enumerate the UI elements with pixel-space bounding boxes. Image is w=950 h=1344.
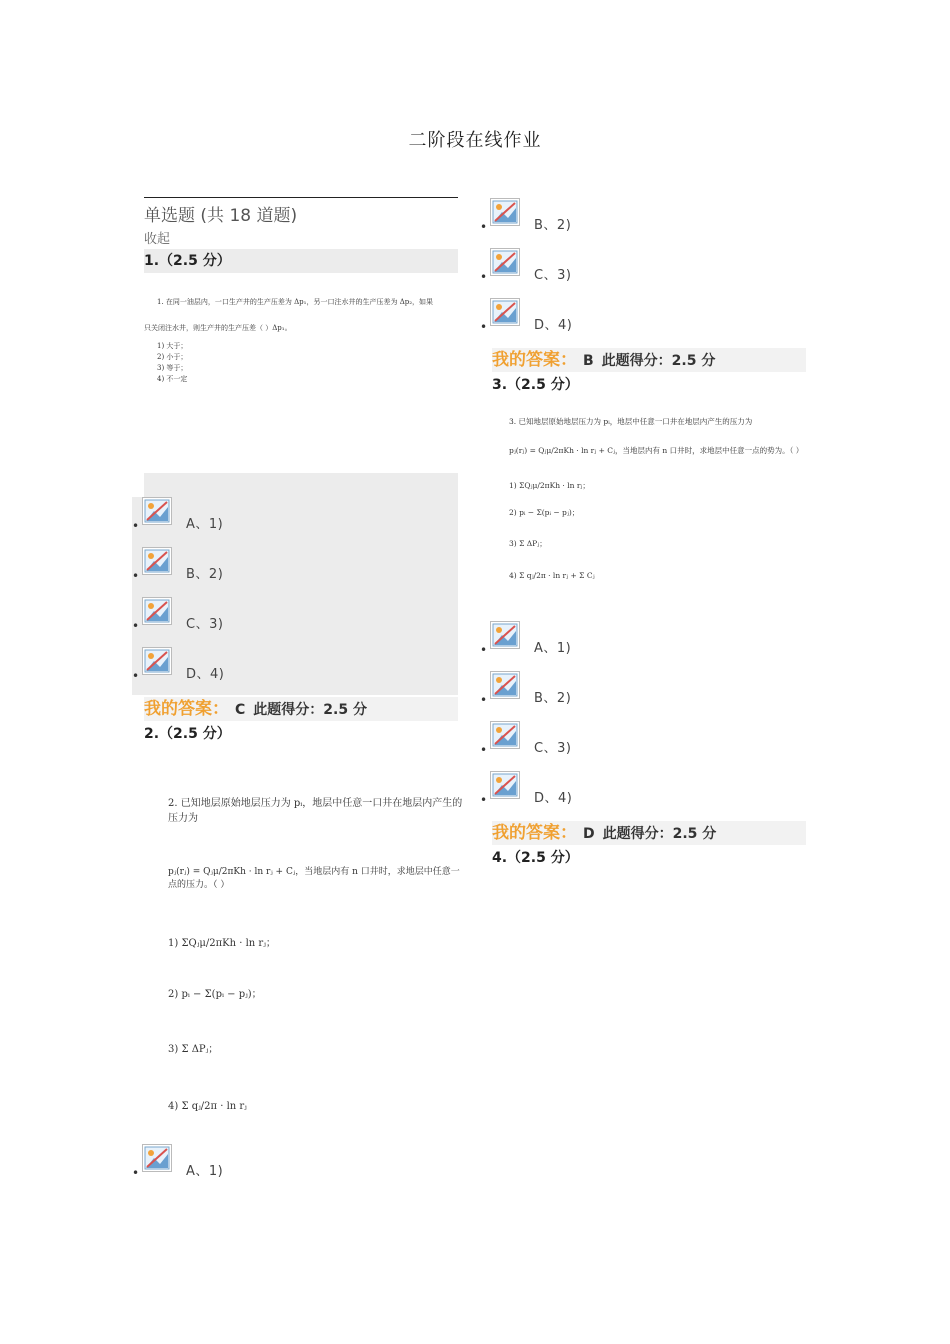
- question-1-option-d[interactable]: [132, 647, 458, 695]
- image-placeholder-icon: [490, 198, 520, 226]
- score-prefix: 此题得分：: [253, 702, 324, 718]
- question-2-choice: 2) pᵢ − Σ(pᵢ − pⱼ)；: [168, 989, 262, 1000]
- question-1-stem: [144, 297, 457, 385]
- question-1-choice: 3) 等于；: [157, 364, 188, 372]
- question-3-number: 3.（2.5 分）: [492, 377, 579, 393]
- question-2-stem-line2: pⱼ(rⱼ) = Qⱼμ/2πKh · ln rⱼ + Cⱼ，当地层内有 n 口井时，求地层中任意一点的压力。（ ）: [168, 867, 460, 890]
- bullet-icon: •: [480, 320, 488, 334]
- my-answer-value: C: [235, 702, 246, 718]
- question-1-number: 1.（2.5 分）: [144, 253, 231, 269]
- score-text: [253, 702, 367, 718]
- image-placeholder-icon: [490, 298, 520, 326]
- bullet-icon: •: [480, 793, 488, 807]
- bullet-icon: •: [132, 1166, 140, 1180]
- image-placeholder-icon: [490, 721, 520, 749]
- collapse-link[interactable]: 收起: [144, 232, 171, 247]
- score-text: [603, 826, 717, 842]
- question-2-stem: [168, 794, 468, 1112]
- question-1-option-a[interactable]: [132, 497, 458, 545]
- question-2-header: [144, 722, 458, 746]
- question-1-answer-bar: [144, 697, 458, 721]
- question-3-choice: 1) ΣQⱼμ/2πKh · ln rⱼ；: [509, 481, 590, 490]
- question-1-option-b[interactable]: [132, 547, 458, 595]
- question-3-option-b[interactable]: [480, 671, 806, 719]
- option-label: B、2): [534, 218, 572, 233]
- bullet-icon: •: [480, 693, 488, 707]
- image-placeholder-icon: [142, 597, 172, 625]
- image-placeholder-icon: [490, 248, 520, 276]
- option-label: B、2): [534, 691, 572, 706]
- question-3-choice: 4) Σ qⱼ/2π · ln rⱼ + Σ Cⱼ: [509, 571, 595, 580]
- my-answer-label: 我的答案：: [492, 823, 577, 843]
- image-placeholder-icon: [142, 647, 172, 675]
- question-3-option-a[interactable]: [480, 621, 806, 669]
- score-value: 2.5 分: [323, 702, 367, 718]
- option-label: C、3): [534, 741, 572, 756]
- question-2-option-c[interactable]: [480, 248, 806, 296]
- my-answer-value: B: [583, 353, 594, 369]
- option-label: C、3): [186, 617, 224, 632]
- question-1-options-top: [144, 473, 458, 497]
- image-placeholder-icon: [142, 497, 172, 525]
- image-placeholder-icon: [490, 771, 520, 799]
- question-3-stem-line1: 3. 已知地层原始地层压力为 pᵢ，地层中任意一口井在地层内产生的压力为: [509, 417, 753, 426]
- question-1-option-c[interactable]: [132, 597, 458, 645]
- question-1-stem-line2: 只关闭注水井，则生产井的生产压差（ ）Δp₁。: [144, 324, 292, 332]
- question-2-answer-bar: [492, 348, 806, 372]
- question-2-option-a[interactable]: [132, 1144, 458, 1192]
- question-4-header: [492, 846, 806, 870]
- question-3-choice: 2) pᵢ − Σ(pᵢ − pⱼ)；: [509, 508, 580, 517]
- question-4-number: 4.（2.5 分）: [492, 850, 579, 866]
- question-2-option-d[interactable]: [480, 298, 806, 346]
- question-3-answer-bar: [492, 821, 806, 845]
- image-placeholder-icon: [142, 547, 172, 575]
- bullet-icon: •: [480, 643, 488, 657]
- option-label: A、1): [186, 517, 224, 532]
- bullet-icon: •: [480, 270, 488, 284]
- question-1-header: [144, 249, 458, 273]
- bullet-icon: •: [132, 619, 140, 633]
- page-title: 二阶段在线作业: [408, 130, 542, 151]
- question-3-stem-line2: pⱼ(rⱼ) = Qⱼμ/2πKh · ln rⱼ + Cⱼ，当地层内有 n 口井时，求地层中任意一点的势为。（ ）: [509, 446, 804, 455]
- my-answer-label: 我的答案：: [144, 699, 229, 719]
- question-3-choice: 3) Σ ΔPⱼ；: [509, 539, 547, 548]
- score-prefix: 此题得分：: [602, 826, 673, 842]
- question-1-choice: 4) 不一定: [157, 375, 188, 383]
- option-label: D、4): [534, 791, 573, 806]
- score-value: 2.5 分: [672, 826, 717, 842]
- section-divider: [144, 197, 458, 198]
- question-2-choice: 1) ΣQⱼμ/2πKh · ln rⱼ；: [168, 938, 276, 949]
- option-label: D、4): [186, 667, 225, 682]
- bullet-icon: •: [132, 519, 140, 533]
- image-placeholder-icon: [142, 1144, 172, 1172]
- option-label: D、4): [534, 318, 573, 333]
- question-2-choice: 3) Σ ΔPⱼ；: [168, 1044, 219, 1055]
- bullet-icon: •: [480, 220, 488, 234]
- section-title: 单选题 (共 18 道题): [144, 206, 298, 226]
- my-answer-label: 我的答案：: [492, 350, 577, 370]
- question-3-header: [492, 373, 806, 397]
- score-value: 2.5 分: [671, 353, 716, 369]
- score-prefix: 此题得分：: [601, 353, 672, 369]
- question-1-stem-line1: 1. 在同一油层内，一口生产井的生产压差为 Δp₁，另一口注水井的生产压差为 Δp₂，如果: [157, 298, 434, 306]
- question-2-option-b[interactable]: [480, 198, 806, 246]
- image-placeholder-icon: [490, 621, 520, 649]
- option-label: A、1): [534, 641, 572, 656]
- bullet-icon: •: [480, 743, 488, 757]
- question-2-choice: 4) Σ qⱼ/2π · ln rⱼ: [168, 1101, 247, 1112]
- question-1-choice: 2) 小于；: [157, 353, 188, 361]
- bullet-icon: •: [132, 669, 140, 683]
- question-1-choice: 1) 大于；: [157, 342, 188, 350]
- option-label: A、1): [186, 1164, 224, 1179]
- my-answer-value: D: [583, 826, 595, 842]
- score-text: [602, 353, 716, 369]
- question-3-stem: [509, 416, 849, 580]
- question-3-option-d[interactable]: [480, 771, 806, 819]
- bullet-icon: •: [132, 569, 140, 583]
- question-2-stem-line1: 2. 已知地层原始地层压力为 pᵢ，地层中任意一口井在地层内产生的压力为: [168, 798, 463, 824]
- option-label: C、3): [534, 268, 572, 283]
- image-placeholder-icon: [490, 671, 520, 699]
- option-label: B、2): [186, 567, 224, 582]
- question-3-option-c[interactable]: [480, 721, 806, 769]
- question-2-number: 2.（2.5 分）: [144, 726, 231, 742]
